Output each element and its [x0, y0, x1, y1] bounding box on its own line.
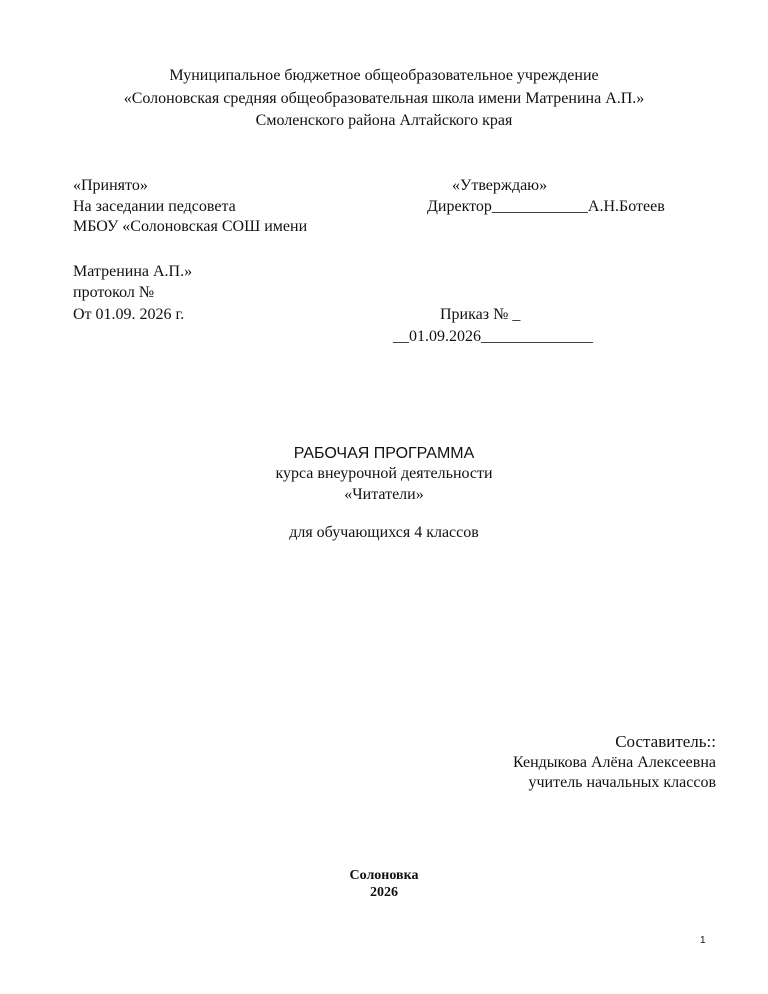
accepted-meeting: На заседании педсовета [73, 198, 236, 215]
approved-order: Приказ № _ [440, 306, 521, 323]
program-audience: для обучающихся 4 классов [289, 524, 479, 541]
author-role: учитель начальных классов [528, 774, 716, 791]
header-region: Смоленского района Алтайского края [255, 112, 513, 129]
accepted-protocol: протокол № [73, 284, 155, 301]
page-number: 1 [700, 935, 706, 946]
program-subtitle: курса внеурочной деятельности [275, 465, 493, 482]
accepted-date: От 01.09. 2026 г. [73, 306, 185, 323]
author-name: Кендыкова Алёна Алексеевна [512, 754, 716, 771]
program-title: РАБОЧАЯ ПРОГРАММА [293, 445, 475, 462]
footer-year: 2026 [370, 885, 398, 900]
accepted-title: «Принято» [73, 177, 148, 194]
approved-director: Директор____________А.Н.Ботеев [427, 198, 665, 215]
footer-place: Солоновка [349, 868, 419, 883]
author-label: Составитель:: [615, 732, 716, 751]
header-institution: Муниципальное бюджетное общеобразовательное учреждение [169, 67, 599, 84]
header-school-name: «Солоновская средняя общеобразовательная школа имени Матренина А.П.» [123, 90, 645, 107]
approved-title: «Утверждаю» [452, 177, 548, 194]
accepted-school-cont: Матренина А.П.» [73, 263, 193, 280]
approved-date: __01.09.2026______________ [393, 328, 593, 345]
program-name: «Читатели» [344, 486, 424, 503]
accepted-school: МБОУ «Солоновская СОШ имени [73, 218, 308, 235]
